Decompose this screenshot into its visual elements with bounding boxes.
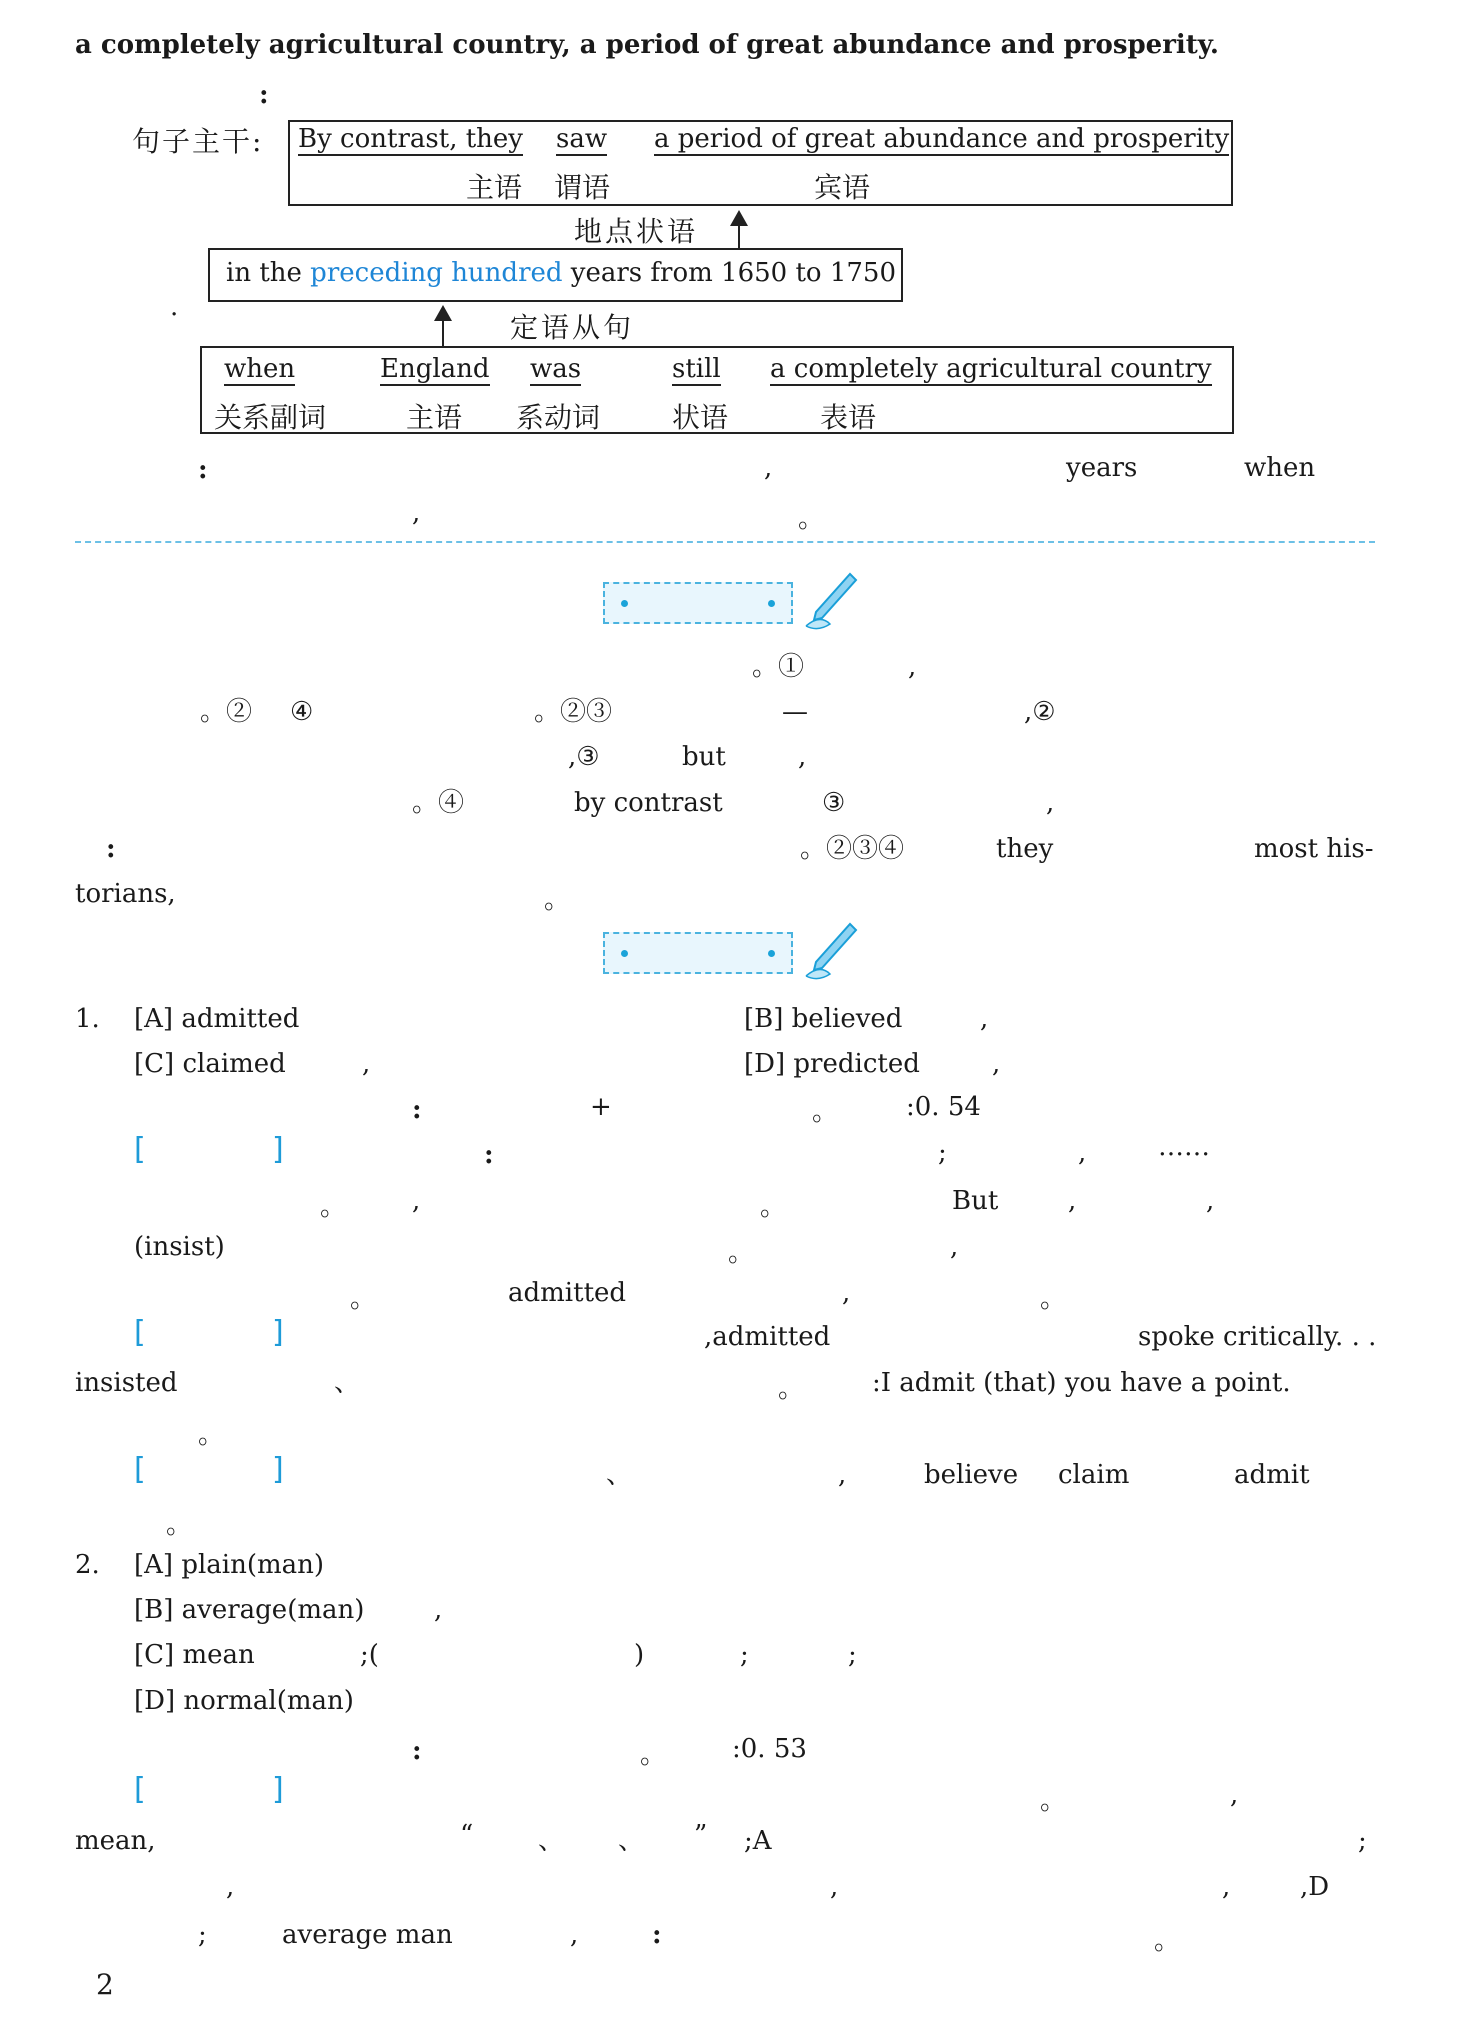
- analysis-text: 。: [544, 885, 571, 915]
- explanation-text: 。: [760, 1192, 787, 1222]
- question-number: 2.: [75, 1550, 100, 1580]
- explanation-text: “: [460, 1820, 474, 1850]
- translation-text: ,: [412, 498, 421, 528]
- link2-label: 定语从句: [510, 311, 635, 344]
- analysis-text: most his-: [1254, 834, 1374, 864]
- role-predicative: 表语: [820, 401, 877, 434]
- arrow-head-2: [434, 305, 452, 321]
- stat-text: 。: [812, 1097, 839, 1127]
- option-b: [B] believed: [744, 1004, 903, 1034]
- option-text: ;: [848, 1640, 857, 1670]
- banner-dot: [768, 950, 775, 957]
- explanation-text: mean,: [75, 1826, 156, 1856]
- analysis-text: ,②: [1024, 697, 1056, 727]
- explanation-text: ;: [198, 1920, 207, 1950]
- banner-dot: [621, 600, 628, 607]
- option-text: ): [634, 1640, 645, 1670]
- bracket: [: [134, 1315, 146, 1350]
- bracket: [: [134, 1132, 146, 1167]
- analysis-text: by contrast: [574, 788, 723, 818]
- translation-text: ,: [764, 453, 773, 483]
- stat-text: +: [590, 1092, 612, 1122]
- trunk-label: 句子主干:: [132, 125, 264, 158]
- explanation-text: ,: [1078, 1138, 1087, 1168]
- analysis-text: ,: [908, 652, 917, 682]
- explanation-text: ,: [1222, 1872, 1231, 1902]
- bracket: ]: [272, 1132, 284, 1167]
- explanation-text: 。: [1040, 1786, 1067, 1816]
- explanation-text: ;A: [744, 1826, 772, 1856]
- clause-predicative: a completely agricultural country: [770, 354, 1212, 384]
- explanation-text: 。: [350, 1284, 377, 1314]
- correct-rate: :0. 54: [906, 1092, 981, 1122]
- explanation-text: ,: [842, 1278, 851, 1308]
- explanation-text: 、: [538, 1826, 565, 1856]
- bracket: [: [134, 1452, 146, 1487]
- explanation-text: ,: [950, 1232, 959, 1262]
- section-banner: [603, 932, 793, 974]
- analysis-text: ,③: [568, 742, 600, 772]
- stray-dot: .: [170, 292, 179, 322]
- option-d: [D] normal(man): [134, 1686, 354, 1716]
- explanation-text: :: [652, 1920, 662, 1950]
- option-a: [A] admitted: [134, 1004, 300, 1034]
- option-text: ;: [740, 1640, 749, 1670]
- stat-text: :: [412, 1095, 422, 1125]
- option-text: ,: [362, 1049, 371, 1079]
- page-number: 2: [96, 1968, 114, 2001]
- explanation-text: ;: [938, 1138, 947, 1168]
- role-rel-adverb: 关系副词: [214, 401, 327, 434]
- explanation-text: 。: [778, 1374, 805, 1404]
- translation-text: when: [1244, 453, 1316, 483]
- main-verb: saw: [556, 124, 608, 154]
- banner-dot: [768, 600, 775, 607]
- role-linking-verb: 系动词: [516, 401, 601, 434]
- explanation-text: 。: [198, 1420, 225, 1450]
- question-number: 1.: [75, 1004, 100, 1034]
- explanation-text: spoke critically. . .: [1138, 1322, 1377, 1352]
- explanation-text: 、: [334, 1368, 361, 1398]
- explanation-text: 、: [606, 1460, 633, 1490]
- explanation-text: 。: [320, 1192, 347, 1222]
- option-c: [C] mean: [134, 1640, 255, 1670]
- explanation-text: ;: [1358, 1826, 1367, 1856]
- explanation-text: ,: [830, 1872, 839, 1902]
- explanation-text: ,: [412, 1186, 421, 1216]
- explanation-text: ,: [1206, 1186, 1215, 1216]
- analysis-text: 。①: [752, 652, 805, 682]
- bracket: ]: [272, 1452, 284, 1487]
- translation-text: 。: [798, 504, 825, 534]
- option-text: ;(: [360, 1640, 379, 1670]
- example-sentence: :I admit (that) you have a point.: [872, 1368, 1291, 1398]
- pen-icon: [800, 570, 858, 632]
- pen-icon: [800, 920, 858, 982]
- section-divider: [75, 541, 1375, 543]
- clause-england: England: [380, 354, 490, 384]
- arrow-line-2: [442, 318, 444, 348]
- analysis-text: but: [682, 742, 726, 772]
- explanation-text: admitted: [508, 1278, 627, 1308]
- banner-dot: [621, 950, 628, 957]
- explanation-text: ,: [1230, 1780, 1239, 1810]
- analysis-text: —: [782, 697, 808, 727]
- explanation-text: :: [484, 1140, 494, 1170]
- object-role: 宾语: [814, 171, 871, 204]
- explanation-text: average man: [282, 1920, 453, 1950]
- explanation-text: (insist): [134, 1232, 225, 1262]
- main-object: a period of great abundance and prosperity: [654, 124, 1230, 154]
- explanation-text: 。: [728, 1238, 755, 1268]
- explanation-text: ……: [1158, 1132, 1210, 1162]
- explanation-text: ,: [1068, 1186, 1077, 1216]
- analysis-text: :: [106, 834, 116, 864]
- analysis-text: 。②③④: [800, 834, 905, 864]
- role-adverbial: 状语: [672, 401, 729, 434]
- bracket: ]: [272, 1315, 284, 1350]
- explanation-text: admit: [1234, 1460, 1310, 1490]
- option-text: ,: [992, 1049, 1001, 1079]
- explanation-text: believe: [924, 1460, 1019, 1490]
- option-text: ,: [980, 1004, 989, 1034]
- stat-text: :: [412, 1736, 422, 1766]
- analysis-text: 。④: [412, 788, 465, 818]
- clause-when: when: [224, 354, 296, 384]
- translation-text: years: [1066, 453, 1138, 483]
- explanation-text: ,: [226, 1872, 235, 1902]
- top-line: a completely agricultural country, a period of great abundance and prosperity.: [75, 30, 1219, 60]
- option-c: [C] claimed: [134, 1049, 286, 1079]
- link1-label: 地点状语: [574, 215, 699, 248]
- analysis-text: ④: [290, 697, 314, 727]
- explanation-text: 。: [1040, 1284, 1067, 1314]
- explanation-text: 。: [166, 1510, 193, 1540]
- arrow-head-1: [730, 210, 748, 226]
- subject-role: 主语: [466, 171, 523, 204]
- analysis-text: ③: [822, 788, 846, 818]
- explanation-text: ,: [570, 1920, 579, 1950]
- explanation-text: ,admitted: [704, 1322, 831, 1352]
- role-subject: 主语: [406, 401, 463, 434]
- option-a: [A] plain(man): [134, 1550, 325, 1580]
- explanation-text: 。: [1154, 1926, 1181, 1956]
- correct-rate: :0. 53: [732, 1734, 807, 1764]
- clause-still: still: [672, 354, 721, 384]
- explanation-text: insisted: [75, 1368, 178, 1398]
- explanation-text: claim: [1058, 1460, 1130, 1490]
- explanation-text: ”: [694, 1820, 708, 1850]
- label-colon: :: [259, 80, 269, 110]
- translation-colon: :: [198, 455, 208, 485]
- clause-was: was: [530, 354, 582, 384]
- analysis-text: 。②: [200, 697, 253, 727]
- analysis-text: they: [996, 834, 1054, 864]
- explanation-text: 、: [618, 1826, 645, 1856]
- option-text: ,: [434, 1595, 443, 1625]
- stat-text: 。: [640, 1740, 667, 1770]
- verb-role: 谓语: [554, 171, 611, 204]
- analysis-text: torians,: [75, 879, 176, 909]
- highlight-phrase: preceding hundred: [310, 258, 563, 288]
- explanation-text: But: [952, 1186, 999, 1216]
- main-subject: By contrast, they: [298, 124, 523, 154]
- middle-phrase: in the preceding hundred years from 1650 to 1750: [226, 258, 896, 288]
- analysis-text: 。②③: [534, 697, 613, 727]
- bracket: ]: [272, 1772, 284, 1807]
- option-d: [D] predicted: [744, 1049, 920, 1079]
- option-b: [B] average(man): [134, 1595, 365, 1625]
- explanation-text: ,: [838, 1460, 847, 1490]
- bracket: [: [134, 1772, 146, 1807]
- section-banner: [603, 582, 793, 624]
- analysis-text: ,: [1046, 788, 1055, 818]
- analysis-text: ,: [798, 742, 807, 772]
- explanation-text: ,D: [1300, 1872, 1330, 1902]
